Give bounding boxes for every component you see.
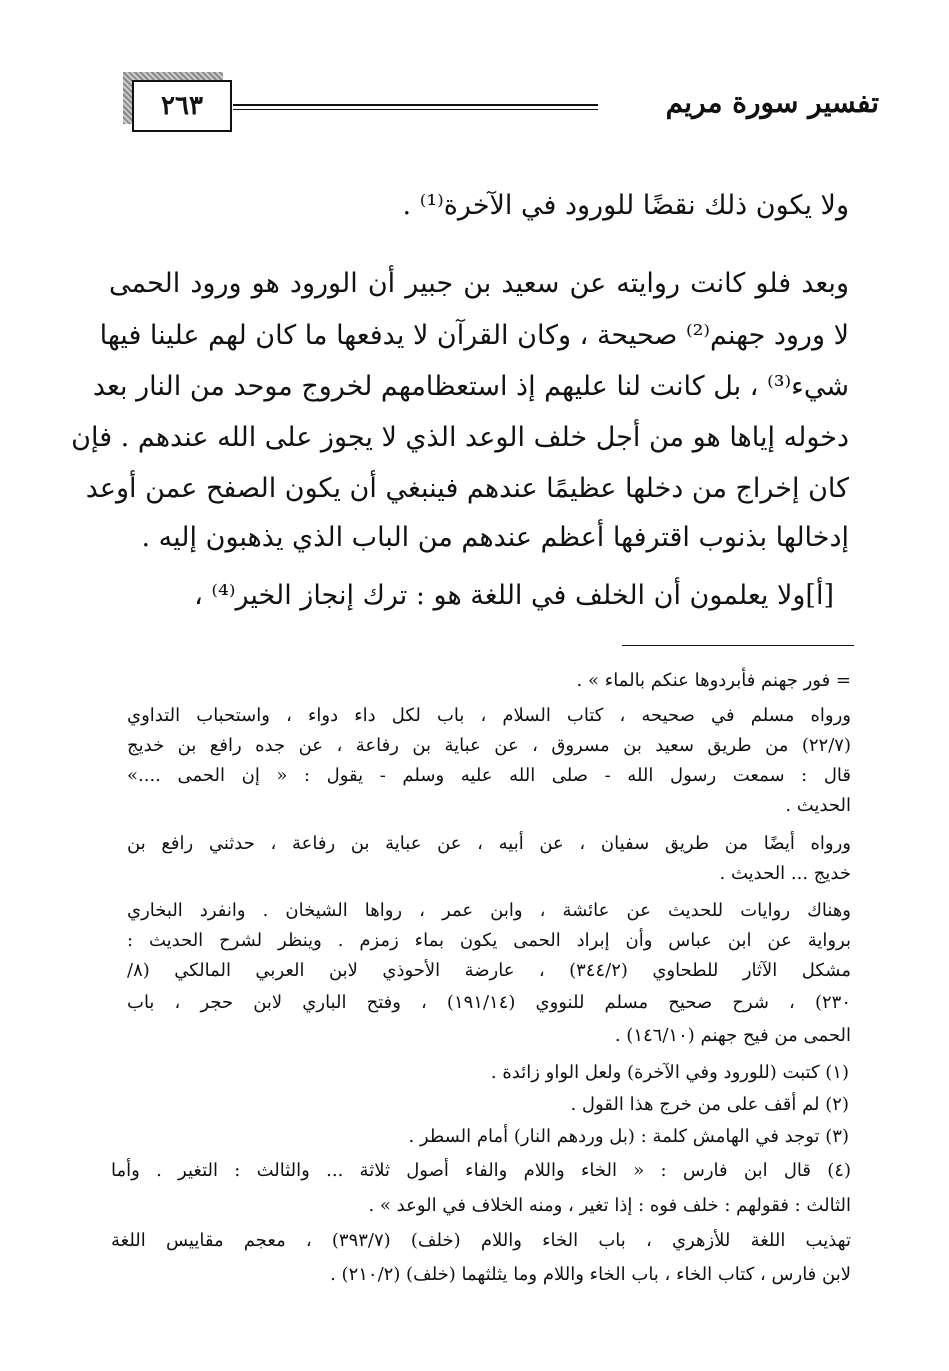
page-number-box (132, 80, 232, 132)
header-rule (233, 104, 598, 110)
main-line: إدخالها بذنوب اقترفها أعظم عندهم من الباب الذي يذهبون إليه . (141, 522, 849, 553)
footnote-line: مشكل الآثار للطحاوي (٣٤٤/٢) ، عارضة الأحوذي لابن العربي المالكي (٨/ (127, 960, 851, 981)
page-number: ٢٦٣ (161, 91, 203, 121)
footnote-line: وهناك روايات للحديث عن عائشة ، وابن عمر ، رواها الشيخان . وانفرد البخاري (127, 900, 851, 921)
main-line: وبعد فلو كانت روايته عن سعيد بن جبير أن الورود هو ورود الحمى (109, 268, 849, 299)
footnote-line: تهذيب اللغة للأزهري ، باب الخاء واللام (خلف) (٣٩٣/٧) ، معجم مقاييس اللغة (111, 1230, 851, 1251)
main-line: دخوله إياها هو من أجل خلف الوعد الذي لا يجوز على الله عندهم . فإن (71, 422, 849, 453)
footnote-line: لابن فارس ، كتاب الخاء ، باب الخاء واللام وما يثلثهما (خلف) (٢١٠/٢) . (330, 1264, 851, 1285)
footnote-line: (٢٢/٧) من طريق سعيد بن مسروق ، عن عباية بن رفاعة ، عن جده رافع بن خديج (127, 735, 851, 756)
footnote-line: برواية عن ابن عباس وأن إبراد الحمى يكون بماء زمزم . وينظر لشرح الحديث : (127, 930, 851, 951)
footnote-line: قال : سمعت رسول الله - صلى الله عليه وسلم - يقول : « إن الحمى ....» (127, 765, 851, 786)
footnote-separator (622, 645, 854, 646)
main-line: كان إخراج من دخلها عظيمًا عندهم فينبغي أن يكون الصفح عمن أوعد (85, 473, 849, 504)
footnote-line: (٤) قال ابن فارس : « الخاء واللام والفاء أصول ثلاثة ... والثالث : التغير . وأما (111, 1160, 851, 1181)
footnote-line: ورواه أيضًا من طريق سفيان ، عن أبيه ، عن عباية بن رفاعة ، حدثني رافع بن (127, 833, 851, 854)
footnote-line: (٣) توجد في الهامش كلمة : (بل وردهم النار) أمام السطر . (408, 1126, 849, 1147)
footnote-line: خديج ... الحديث . (719, 863, 851, 884)
main-line: شيء⁽³⁾ ، بل كانت لنا عليهم إذ استعظامهم لخروج موحد من النار بعد (92, 371, 849, 402)
footnote-line: (٢) لم أقف على من خرج هذا القول . (570, 1094, 849, 1115)
running-header-title: تفسير سورة مريم (665, 86, 879, 119)
footnote-line: الثالث : فقولهم : خلف فوه : إذا تغير ، ومنه الخلاف في الوعد » . (368, 1195, 851, 1216)
main-line: لا ورود جهنم⁽²⁾ صحيحة ، وكان القرآن لا يدفعها ما كان لهم علينا فيها (99, 320, 849, 351)
footnote-line: ٢٣٠) ، شرح صحيح مسلم للنووي (١٩١/١٤) ، وفتح الباري لابن حجر ، باب (127, 992, 851, 1013)
main-line: [أ]ولا يعلمون أن الخلف في اللغة هو : ترك إنجاز الخير⁽⁴⁾ ، (194, 580, 834, 611)
main-line: ولا يكون ذلك نقضًا للورود في الآخرة⁽¹⁾ . (402, 190, 849, 221)
footnote-line: = فور جهنم فأبردوها عنكم بالماء » . (576, 670, 851, 691)
footnote-line: الحديث . (785, 795, 851, 816)
footnote-line: الحمى من فيح جهنم (١٤٦/١٠) . (614, 1025, 851, 1046)
footnote-line: (١) كتبت (للورود وفي الآخرة) ولعل الواو زائدة . (490, 1062, 849, 1083)
footnote-line: ورواه مسلم في صحيحه ، كتاب السلام ، باب لكل داء دواء ، واستحباب التداوي (127, 705, 851, 726)
